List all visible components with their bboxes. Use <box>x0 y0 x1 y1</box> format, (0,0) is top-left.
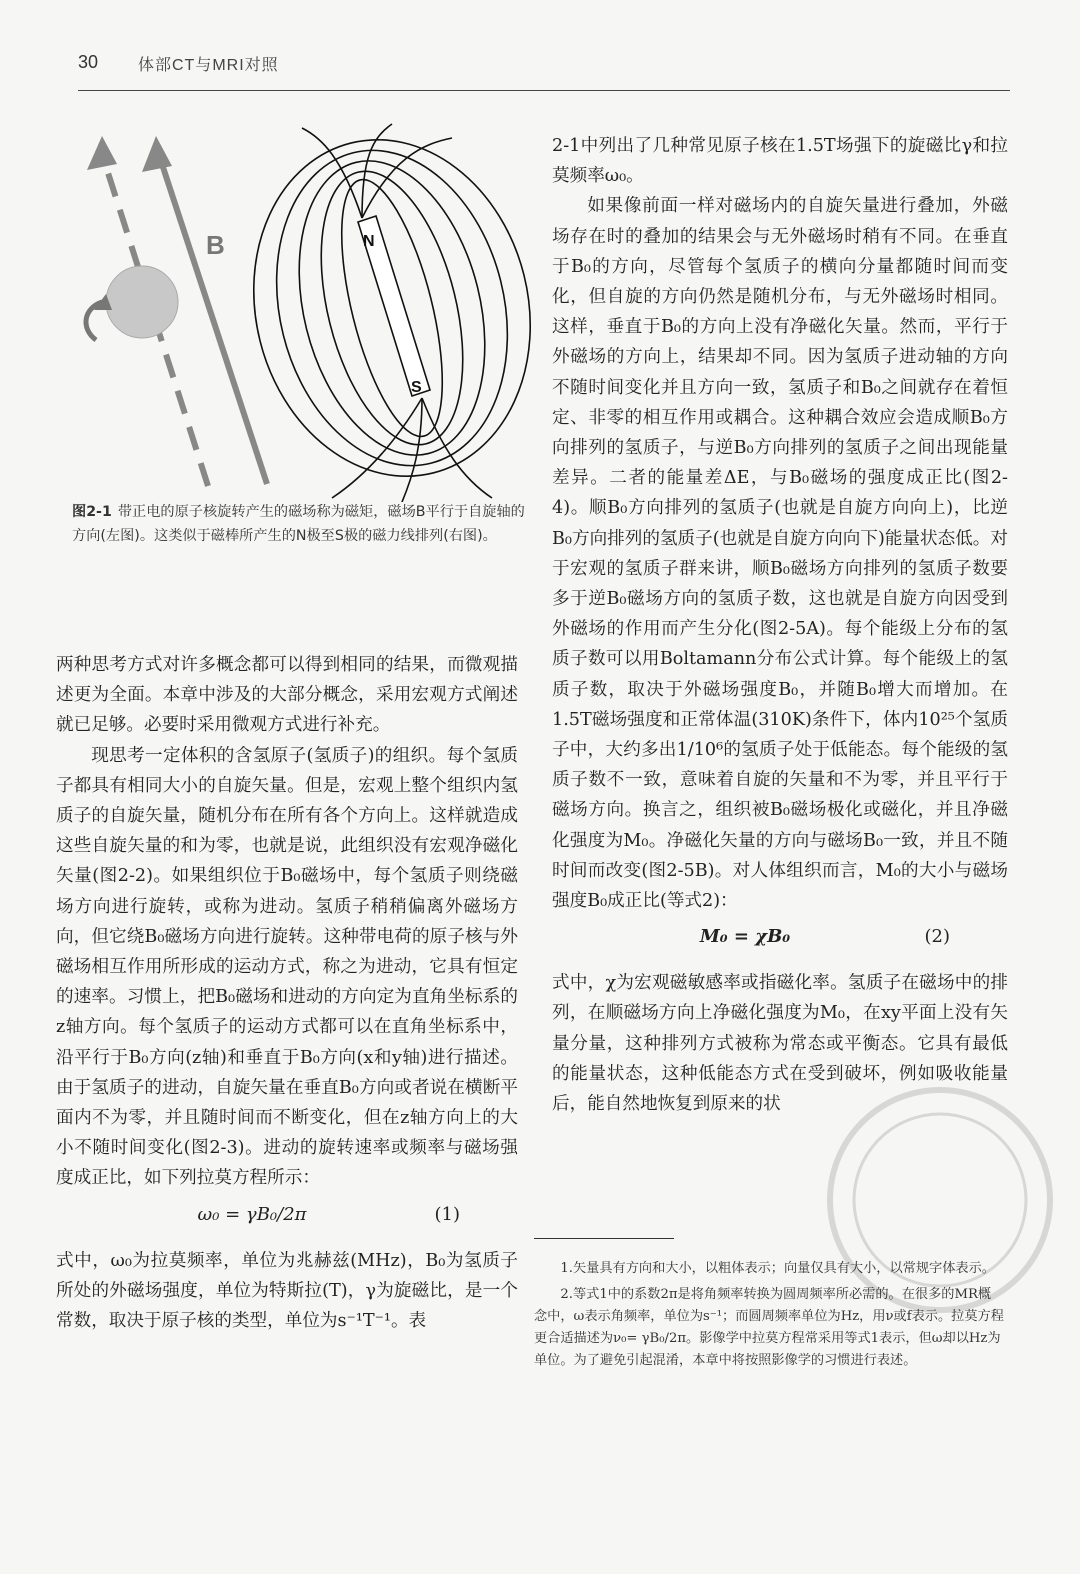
right-column <box>552 131 1008 1119</box>
figure-label: 图2-1 <box>72 504 112 520</box>
nucleus-sphere <box>106 266 178 338</box>
left-paragraph-3: 式中，ω₀为拉莫频率，单位为兆赫兹(MHz)，B₀为氢质子所处的外磁场强度，单位为特斯拉(T)，γ为旋磁比，是一个常数，取决于原子核的类型，单位为s⁻¹T⁻¹。表 <box>56 1250 518 1332</box>
right-paragraph-2: 如果像前面一样对磁场内的自旋矢量进行叠加，外磁场存在时的叠加的结果会与无外磁场时稍有不同。在垂直于B₀的方向，尽管每个氢质子的横向分量都随时间而变化，但自旋的方向仍然是随机分布，与无外磁场时相同。这样，垂直于B₀的方向上没有净磁化矢量。然而，平行于外磁场的方向上，结果却不同。因为氢质子进动轴的方向不随时间变化并且方向一致，氢质子和B₀之间就存在着恒定、非零的相互作用或耦合。这种耦合效应会造成顺B₀方向排列的氢质子，与逆B₀方向排列的氢质子之间出现能量差异。二者的能量差ΔE，与B₀磁场的强度成正比(图2-4)。顺B₀方向排列的氢质子(也就是自旋方向向上)，比逆B₀方向排列的氢质子(也就是自旋方向向下)能量状态低。对于宏观的氢质子群来讲，顺B₀磁场方向排列的氢质子数要多于逆B₀磁场方向的氢质子数，这也就是自旋方向因受到外磁场的作用而产生分化(图2-5A)。每个能级上分布的氢质子数可以用Boltamann分布公式计算。每个能级上的氢质子数，取决于外磁场强度B₀，并随B₀增大而增加。在1.5T磁场强度和正常体温(310K)条件下，体内10²⁵个氢质子中，大约多出1/10⁶的氢质子处于低能态。每个能级的氢质子数不一致，意味着自旋的矢量和不为零，并且平行于磁场方向。换言之，组织被B₀磁场极化或磁化，并且净磁化强度为M₀。净磁化矢量的方向与磁场B₀一致，并且不随时间而改变(图2-5B)。对人体组织而言，M₀的大小与磁场强度B₀成正比(等式2)： <box>552 196 1008 912</box>
page-number: 30 <box>78 52 99 72</box>
left-paragraph-1: 两种思考方式对许多概念都可以得到相同的结果，而微观描述更为全面。本章中涉及的大部分概念，采用宏观方式阐述就已足够。必要时采用微观方式进行补充。 <box>56 655 518 736</box>
equation-2-formula: M₀ = χB₀ <box>699 926 791 948</box>
label-b: B <box>206 230 225 260</box>
right-paragraph-3: 式中，χ为宏观磁敏感率或指磁化率。氢质子在磁场中的排列，在顺磁场方向上净磁化强度为M₀，在xy平面上没有矢量分量，这种排列方式被称为常态或平衡态。它具有最低的能量状态，这种低能态方式在受到破坏，例如吸收能量后，能自然地恢复到原来的状 <box>552 973 1008 1115</box>
footnote-rule <box>534 1238 674 1239</box>
magnetic-moment-figure <box>62 118 532 502</box>
page-header <box>78 52 1010 96</box>
field-lines <box>219 118 532 502</box>
left-column <box>56 650 518 1336</box>
equation-2-number: (2) <box>924 926 950 948</box>
right-paragraph-1: 2-1中列出了几种常见原子核在1.5T场强下的旋磁比γ和拉莫频率ω₀。 <box>552 136 1008 187</box>
magnetization-equation <box>552 922 1008 964</box>
header-rule <box>78 90 1010 91</box>
equation-1-number: (1) <box>434 1203 460 1225</box>
caption-text: 带正电的原子核旋转产生的磁场称为磁矩，磁场B平行于自旋轴的方向(左图)。这类似于磁棒所产生的N极至S极的磁力线排列(右图)。 <box>72 504 525 544</box>
running-title: 体部CT与MRI对照 <box>138 57 279 74</box>
larmor-equation <box>56 1200 518 1242</box>
left-paragraph-2: 现思考一定体积的含氢原子(氢质子)的组织。每个氢质子都具有相同大小的自旋矢量。但是，宏观上整个组织内氢质子的自旋矢量，随机分布在所有各个方向上。这样就造成这些自旋矢量的和为零，也就是说，此组织没有宏观净磁化矢量(图2-2)。如果组织位于B₀磁场中，每个氢质子则绕磁场方向进行旋转，或称为进动。氢质子稍稍偏离外磁场方向，但它绕B₀磁场方向进行旋转。这种带电荷的原子核与外磁场相互作用所形成的运动方式，称之为进动，它具有恒定的速率。习惯上，把B₀磁场和进动的方向定为直角坐标系的z轴方向。每个氢质子的运动方式都可以在直角坐标系中，沿平行于B₀方向(z轴)和垂直于B₀方向(x和y轴)进行描述。由于氢质子的进动，自旋矢量在垂直B₀方向或者说在横断平面内不为零，并且随时间而不断变化，但在z轴方向上的大小不随时间变化(图2-3)。进动的旋转速率或频率与磁场强度成正比，如下列拉莫方程所示： <box>56 745 518 1189</box>
figure-caption <box>72 500 534 548</box>
label-s: S <box>411 379 422 396</box>
watermark-seal <box>770 1080 1060 1320</box>
equation-1-formula: ω₀ = γB₀/2π <box>197 1203 307 1225</box>
footnote-2: 2.等式1中的系数2π是将角频率转换为圆周频率所必需的。在很多的MR概念中，ω表示角频率，单位为s⁻¹；而圆周频率单位为Hz，用ν或f表示。拉莫方程更合适描述为ν₀= γB₀/2π。影像学中拉莫方程常采用等式1表示，但ω却以Hz为单位。为了避免引起混淆，本章中将按照影像学的习惯进行表述。 <box>534 1287 1004 1368</box>
footnote-1: 1.矢量具有方向和大小，以粗体表示；向量仅具有大小，以常规字体表示。 <box>560 1261 995 1276</box>
label-n: N <box>363 233 375 250</box>
